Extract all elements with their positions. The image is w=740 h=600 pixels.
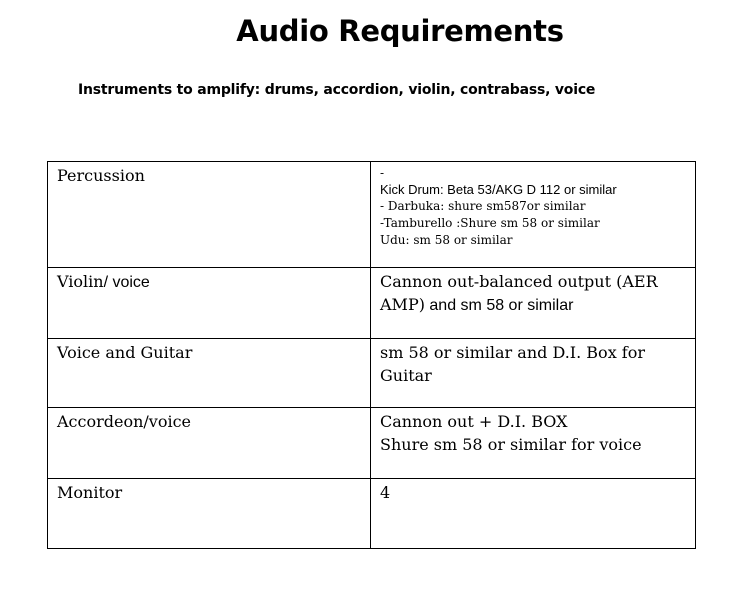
- table-row: [48, 408, 696, 479]
- requirement-cell: [371, 162, 696, 268]
- table-row: [48, 162, 696, 268]
- requirement-text: and sm 58 or similar: [424, 297, 574, 314]
- document-title: Audio Requirements: [236, 14, 564, 48]
- table-row: [48, 479, 696, 549]
- requirement-cell: 4: [371, 479, 696, 549]
- table-row: [48, 268, 696, 339]
- table-row: [48, 339, 696, 408]
- requirement-line: - Darbuka: shure sm587or similar: [380, 199, 586, 213]
- requirement-line: Cannon out + D.I. BOX: [380, 412, 568, 431]
- requirement-line: Udu: sm 58 or similar: [380, 233, 513, 247]
- instruments-subtitle: Instruments to amplify: drums, accordion, violin, contrabass, voice: [78, 82, 596, 98]
- instrument-cell: Accordeon/voice: [48, 408, 371, 479]
- requirement-text: Cannon out-balanced output (AER AMP): [380, 272, 658, 314]
- requirement-line: -Tamburello :Shure sm 58 or similar: [380, 216, 600, 230]
- requirement-line: -: [380, 166, 385, 180]
- requirement-line: Shure sm 58 or similar for voice: [380, 435, 642, 454]
- instrument-cell: [48, 268, 371, 339]
- instrument-cell: Voice and Guitar: [48, 339, 371, 408]
- instrument-cell: Percussion: [48, 162, 371, 268]
- requirement-cell: [371, 408, 696, 479]
- requirement-line: Kick Drum: Beta 53/AKG D 112 or similar: [380, 182, 617, 197]
- instrument-text: / voice: [103, 274, 150, 291]
- requirement-cell: sm 58 or similar and D.I. Box for Guitar: [371, 339, 696, 408]
- audio-requirements-table: [47, 161, 696, 549]
- requirement-cell: [371, 268, 696, 339]
- instrument-text: Violin: [57, 272, 104, 291]
- instrument-cell: Monitor: [48, 479, 371, 549]
